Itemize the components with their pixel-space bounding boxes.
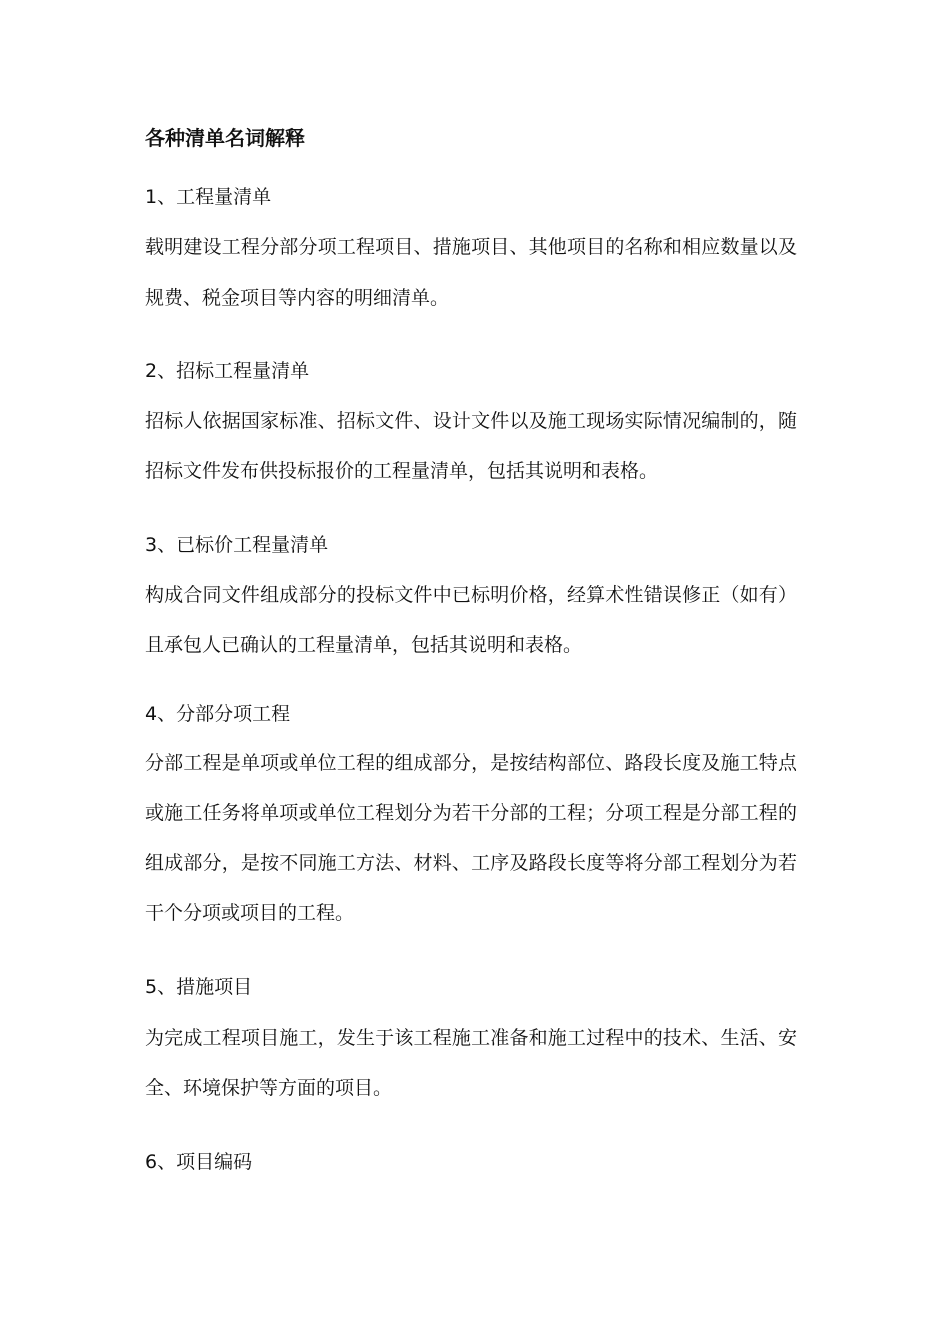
section-1-line-2: 规费、税金项目等内容的明细清单。 [145,287,450,309]
section-4-line-1: 分部工程是单项或单位工程的组成部分，是按结构部位、路段长度及施工特点 [145,752,797,774]
section-5-line-2: 全、环境保护等方面的项目。 [145,1077,393,1099]
section-heading-3: 3、已标价工程量清单 [145,534,329,556]
section-3-line-2: 且承包人已确认的工程量清单，包括其说明和表格。 [145,634,583,656]
section-1-line-1: 载明建设工程分部分项工程项目、措施项目、其他项目的名称和相应数量以及 [145,236,797,258]
section-4-line-2: 或施工任务将单项或单位工程划分为若干分部的工程；分项工程是分部工程的 [145,802,797,824]
section-heading-6: 6、项目编码 [145,1151,253,1173]
section-heading-2: 2、招标工程量清单 [145,360,310,382]
section-2-line-1: 招标人依据国家标准、招标文件、设计文件以及施工现场实际情况编制的，随 [145,410,797,432]
section-3-line-1: 构成合同文件组成部分的投标文件中已标明价格，经算术性错误修正（如有） [145,584,797,606]
section-2-line-2: 招标文件发布供投标报价的工程量清单，包括其说明和表格。 [145,460,659,482]
section-heading-5: 5、措施项目 [145,976,253,998]
section-5-line-1: 为完成工程项目施工，发生于该工程施工准备和施工过程中的技术、生活、安 [145,1027,797,1049]
section-4-line-4: 干个分项或项目的工程。 [145,902,355,924]
section-heading-4: 4、分部分项工程 [145,703,291,725]
section-heading-1: 1、工程量清单 [145,186,272,208]
section-4-line-3: 组成部分，是按不同施工方法、材料、工序及路段长度等将分部工程划分为若 [145,852,797,874]
document-title: 各种清单名词解释 [145,126,305,150]
